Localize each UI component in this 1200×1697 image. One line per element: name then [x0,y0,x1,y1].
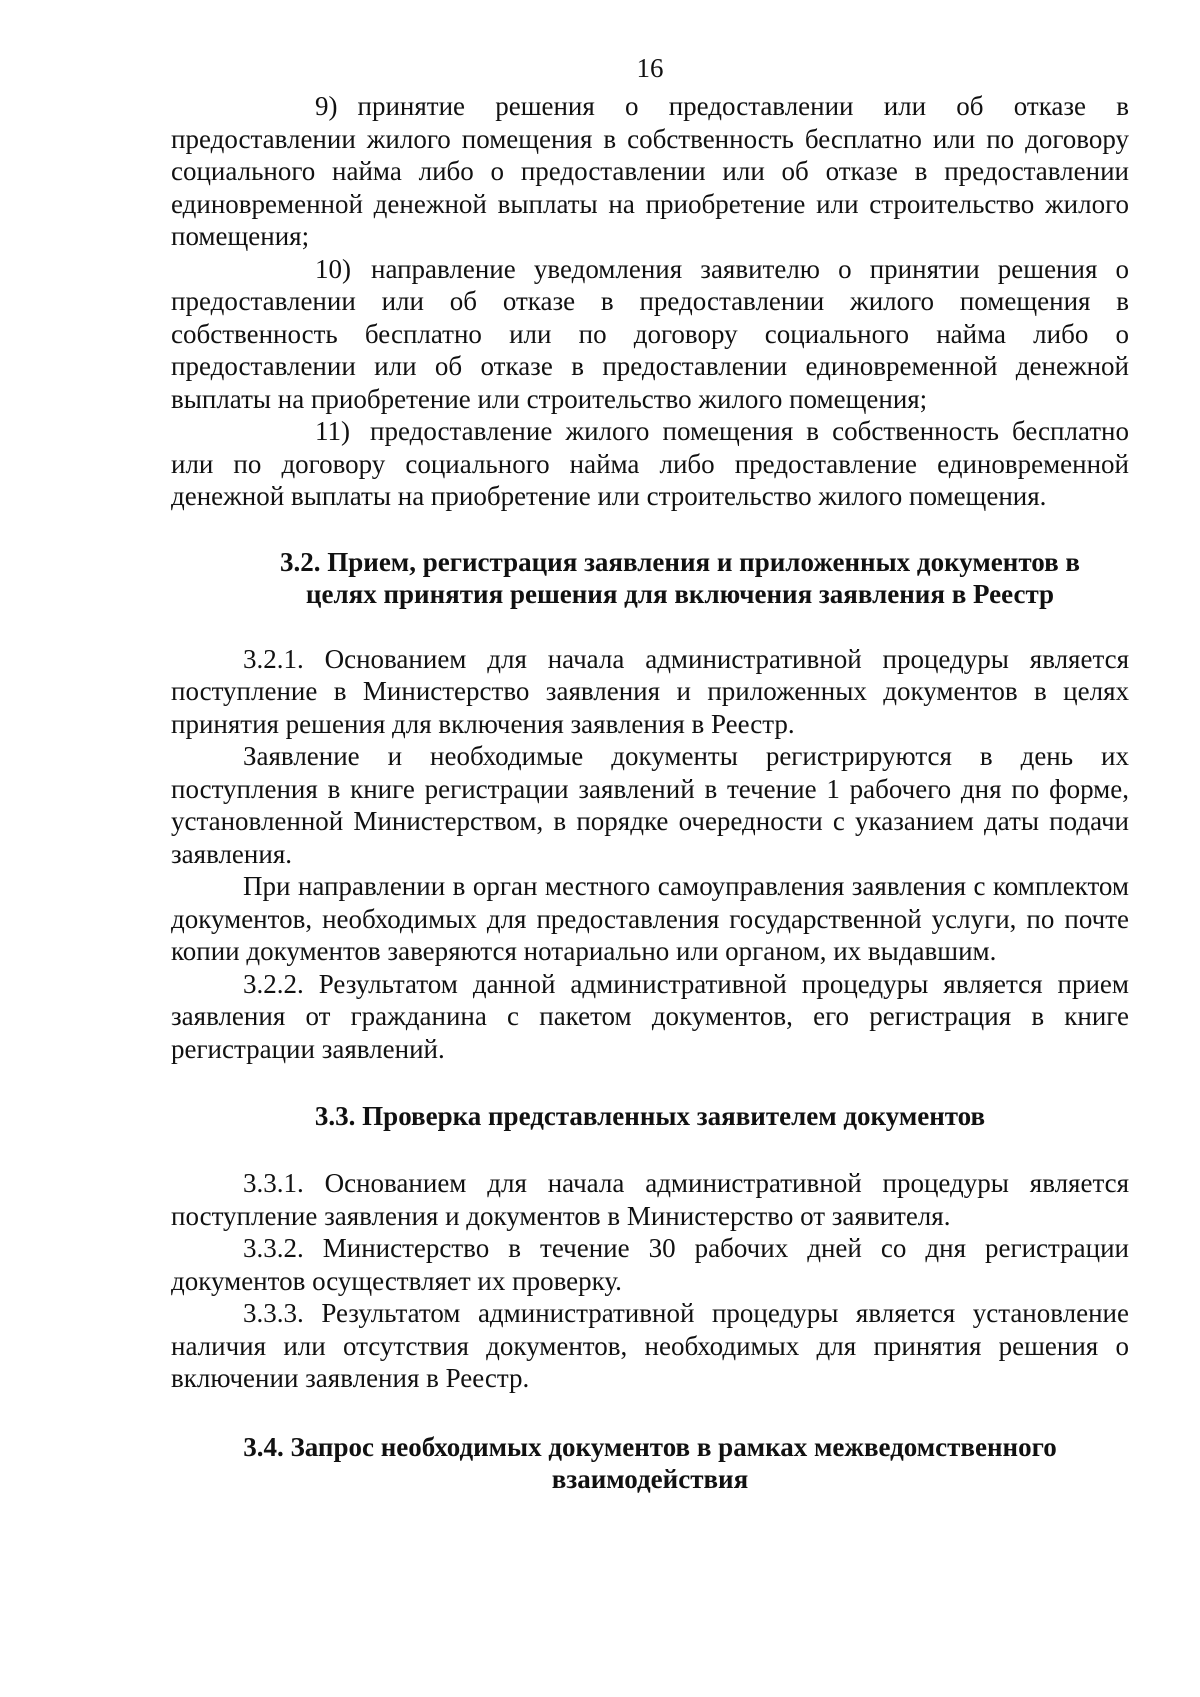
list-item-number: 11) [315,416,350,446]
list-item-number: 10) [315,253,351,284]
paragraph: 3.3.3. Результатом административной процедуры является установление наличия или отсутствия документов, необходимых для принятия решения о включении заявления в Реестр. [171,1298,1129,1393]
list-item-10 [171,253,1129,416]
paragraph: 3.3.2. Министерство в течение 30 рабочих дней со дня регистрации документов осуществляет их проверку. [171,1233,1129,1296]
section-heading: 3.4. Запрос необходимых документов в рамках межведомственного взаимодействия [243,1431,1057,1494]
list-item-number: 9) [315,91,338,121]
section-heading: 3.2. Прием, регистрация заявления и приложенных документов в целях принятия решения для включения заявления в Реестр [280,546,1080,609]
list-item-9 [171,90,1129,253]
section-3-3 [171,1100,1129,1395]
list-item-text: предоставление жилого помещения в собственность бесплатно или по договору социального найма либо предоставление единовременной денежной выплаты на приобретение или строительство жилого помещения. [171,416,1129,511]
paragraph: 3.3.1. Основанием для начала административной процедуры является поступление заявления и документов в Министерство от заявителя. [171,1168,1129,1231]
page-number: 16 [636,53,664,83]
list-block [171,90,1129,513]
paragraph: При направлении в орган местного самоуправления заявления с комплектом документов, необходимых для предоставления государственной услуги, по почте копии документов заверяются нотариально или органом, их выдавшим. [171,871,1129,966]
paragraph: Заявление и необходимые документы регистрируются в день их поступления в книге регистрации заявлений в течение 1 рабочего дня по форме, установленной Министерством, в порядке очередности с указанием даты подачи заявления. [171,741,1129,869]
paragraph: 3.2.2. Результатом данной административной процедуры является прием заявления от гражданина с пакетом документов, его регистрация в книге регистрации заявлений. [171,968,1129,1064]
section-heading: 3.3. Проверка представленных заявителем документов [314,1101,986,1131]
paragraph: 3.2.1. Основанием для начала административной процедуры является поступление в Министерство заявления и приложенных документов в целях принятия решения для включения заявления в Реестр. [171,643,1129,739]
document-page [171,52,1129,1495]
list-item-11 [171,415,1129,513]
list-item-text: направление уведомления заявителю о принятии решения о предоставлении или об отказе в предоставлении жилого помещения в собственность бесплатно или по договору социального найма либо о предоставлении или об отказе в предоставлении единовременной денежной выплаты на приобретение или строительство жилого помещения; [171,253,1129,414]
section-3-4 [171,1431,1129,1495]
section-3-2 [171,546,1129,1066]
list-item-text: принятие решения о предоставлении или об отказе в предоставлении жилого помещения в собственность бесплатно или по договору социального найма либо о предоставлении или об отказе в предоставлении единовременной денежной выплаты на приобретение или строительство жилого помещения; [171,91,1129,251]
